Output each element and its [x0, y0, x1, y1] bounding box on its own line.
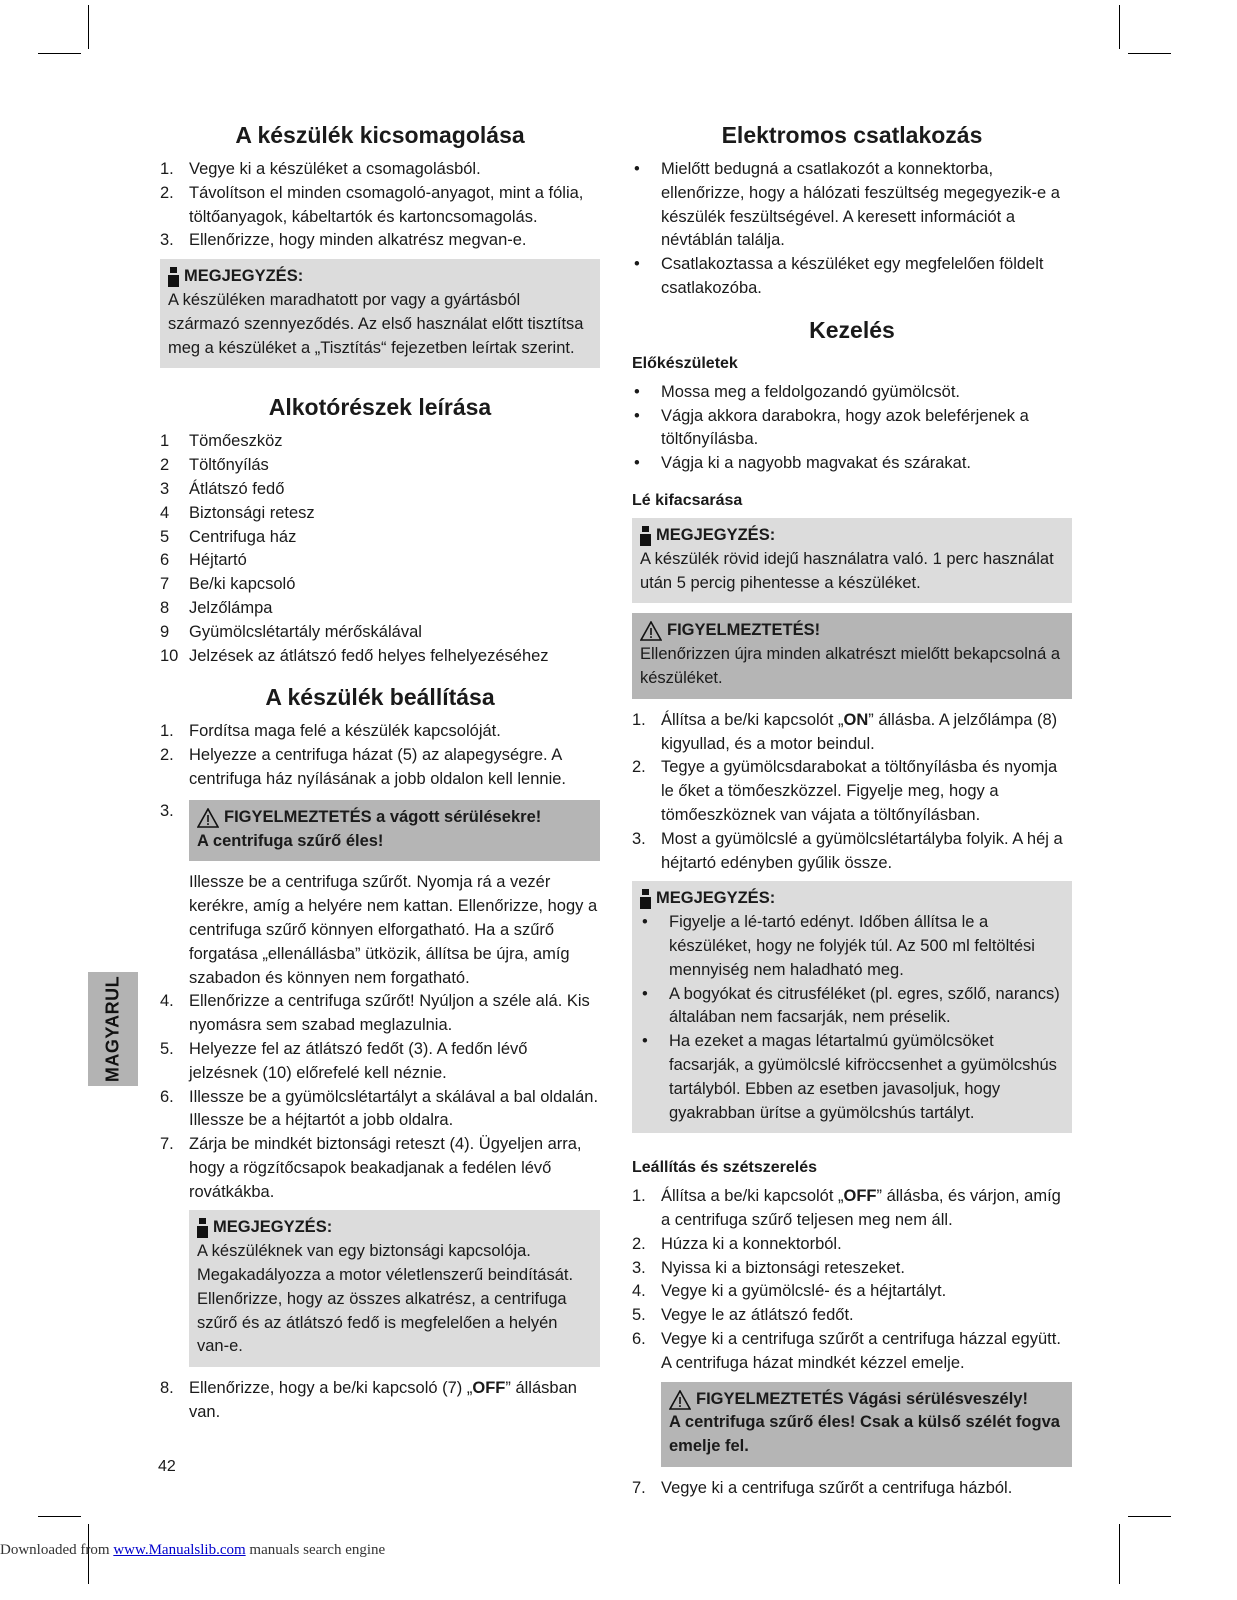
disassembly-steps: [632, 1233, 1072, 1376]
list-item-number: 3: [160, 479, 170, 498]
bullet-icon: •: [634, 406, 640, 425]
bullet-icon: •: [642, 984, 648, 1003]
list-item-number: 3.: [632, 1258, 646, 1277]
note-text: A készüléken maradhatott por vagy a gyártásból származó szennyeződés. Az első használat előtt tisztítsa meg a készüléket a „Tisztítás“ fejezetben leírtak szerint.: [168, 290, 584, 357]
list-item-number: 3.: [160, 231, 174, 250]
language-tab: [88, 972, 138, 1086]
list-item-number: 8: [160, 598, 170, 617]
bullet-text: Ha ezeket a magas létartalmú gyümölcsöket facsarják, a gyümölcslé kifröccsenhet a gyümölcshús tartályból. Ebben az esetben javasoljuk, hogy gyakrabban ürítse a gyümölcshús tartályt.: [669, 1032, 1057, 1122]
subsection-title-disassembly: Leállítás és szétszerelés: [632, 1159, 818, 1177]
section-title-operation: Kezelés: [809, 316, 895, 343]
list-item-number: 2.: [160, 746, 174, 765]
list-item: [160, 229, 600, 253]
list-item-number: 7.: [160, 1135, 174, 1154]
info-icon: [640, 889, 651, 909]
list-item-text: Centrifuga ház: [189, 527, 297, 546]
list-item: [160, 597, 600, 621]
list-item-text: Vegye le az átlátszó fedőt.: [661, 1306, 854, 1325]
list-item-number: 4.: [632, 1282, 646, 1301]
list-item-number: 6.: [632, 1330, 646, 1349]
list-item-number: 2.: [632, 758, 646, 777]
footer-link[interactable]: www.Manualslib.com: [113, 1542, 246, 1558]
bullet-text: Figyelje a lé-tartó edényt. Időben állítsa le a készüléket, hogy ne folyjék túl. Az 500 ml feltöltési mennyiség nem haladható meg.: [669, 913, 1035, 979]
list-item-number: 5: [160, 527, 170, 546]
note-box-dust: [160, 259, 600, 368]
list-item-text: Illessze be a gyümölcslétartályt a skálával a bal oldalán. Illessze be a héjtartót a jobb oldalra.: [189, 1087, 599, 1130]
info-icon: [197, 1218, 208, 1238]
list-item-number: 2: [160, 456, 170, 475]
bullet-item: [632, 381, 1072, 405]
prep-bullets: [632, 381, 1072, 476]
bullet-icon: •: [642, 1032, 648, 1051]
list-item: [632, 1304, 1072, 1328]
bullet-icon: •: [634, 382, 640, 401]
disassembly-step-1: 1. Állítsa a be/ki kapcsolót „OFF” állásba, és várjon, amíg a centrifuga szűrő teljesen meg nem áll.: [632, 1187, 1061, 1230]
list-item-number: 3.: [632, 829, 646, 848]
warning-box-filter-sharp: FIGYELMEZTETÉS Vágási sérülésveszély! A centrifuga szűrő éles! Csak a külső szélét fogva emelje fel.: [661, 1382, 1072, 1467]
bullet-icon: •: [634, 160, 640, 178]
crop-mark: [1119, 1524, 1120, 1584]
list-item: [160, 1133, 600, 1204]
list-item-text: Gyümölcslétartály mérőskálával: [189, 622, 422, 641]
note-box-juice-tips: [632, 881, 1072, 1133]
note-text: A készülék rövid idejű használatra való. 1 perc használat után 5 percig pihentesse a készüléket.: [640, 549, 1054, 592]
list-item-text: Tegye a gyümölcsdarabokat a töltőnyílásba és nyomja le őket a tömőeszközzel. Figyelje meg, hogy a tömőeszköznek van vájata a töltőnyílásban.: [661, 758, 1058, 824]
list-item: [632, 1280, 1072, 1304]
list-item-number: 1.: [160, 160, 174, 178]
info-icon: [168, 267, 179, 287]
list-item: [632, 756, 1072, 827]
bullet-item: [632, 158, 1072, 253]
note-box-usage: [632, 518, 1072, 603]
bullet-item: [640, 1030, 1064, 1125]
list-item: [160, 990, 600, 1038]
list-item-number: 5.: [160, 1039, 174, 1058]
list-item-text: Biztonsági retesz: [189, 503, 315, 522]
list-item-text: Be/ki kapcsoló: [189, 575, 296, 594]
bullet-icon: •: [642, 913, 648, 932]
subsection-title-juicing: Lé kifacsarása: [632, 491, 743, 509]
list-item: [632, 828, 1072, 876]
list-item-text: Húzza ki a konnektorból.: [661, 1234, 842, 1253]
setup-steps-b: [160, 990, 600, 1204]
bullet-item: [632, 452, 1072, 476]
bullet-icon: •: [634, 454, 640, 473]
note-text: A készüléknek van egy biztonsági kapcsolója. Megakadályozza a motor véletlenszerű beindítását. Ellenőrizze, hogy az összes alkatrész, a centrifuga szűrő és az átlátszó fedő is megfelelően a helyén van-e.: [197, 1242, 574, 1356]
list-item: [632, 1328, 1072, 1376]
list-item-number: 4.: [160, 992, 174, 1011]
warning-title: FIGYELMEZTETÉS a vágott sérülésekre!: [224, 807, 542, 826]
list-item: [160, 1038, 600, 1086]
list-item-number: 6.: [160, 1087, 174, 1106]
list-item-number: 10: [160, 646, 179, 665]
subsection-title-prep: Előkészületek: [632, 354, 738, 372]
list-item-number: 5.: [632, 1306, 646, 1325]
list-item-number: 1.: [160, 722, 174, 741]
right-column: [632, 120, 1072, 1501]
warning-title: FIGYELMEZTETÉS!: [667, 621, 821, 640]
language-tab-label: MAGYARUL: [102, 975, 123, 1083]
note-title: MEGJEGYZÉS:: [656, 889, 776, 908]
list-item: [160, 526, 600, 550]
section-title-unpacking: A készülék kicsomagolása: [235, 122, 525, 148]
footer-suffix: manuals search engine: [245, 1542, 386, 1558]
section-title-setup: A készülék beállítása: [265, 684, 495, 711]
bullet-text: Mielőtt bedugná a csatlakozót a konnektorba, ellenőrizze, hogy a hálózati feszültség megegyezik-e a készülék feszültségével. A keresett információt a névtáblán találja.: [661, 160, 1060, 250]
list-item-number: 4: [160, 503, 170, 522]
list-item-text: Ellenőrizze a centrifuga szűrőt! Nyúljon a széle alá. Kis nyomásra sem szabad meglazulnia.: [189, 992, 590, 1035]
list-item-text: Nyissa ki a biztonsági reteszeket.: [661, 1258, 905, 1277]
list-item-text: Távolítson el minden csomagoló-anyagot, mint a fólia, töltőanyagok, kábeltartók és kartoncsomagolás.: [189, 183, 584, 226]
list-item: [160, 502, 600, 526]
list-item-text: Jelzőlámpa: [189, 598, 273, 617]
list-item: [160, 621, 600, 645]
crop-mark: [1128, 53, 1171, 54]
list-item-text: Jelzések az átlátszó fedő helyes felhelyezéséhez: [189, 646, 549, 665]
list-item-text: Zárja be mindkét biztonsági reteszt (4). Ügyeljen arra, hogy a rögzítőcsapok beakadjanak a fedélen lévő rovátkákba.: [189, 1135, 582, 1201]
bullet-text: Mossa meg a feldolgozandó gyümölcsöt.: [661, 382, 960, 401]
warning-triangle-icon: [669, 1390, 691, 1410]
list-item-text: Helyezze fel az átlátszó fedőt (3). A fedőn lévő jelzésnek (10) előrefelé kell néznie.: [189, 1039, 528, 1082]
note-box-safety-switch: [189, 1210, 600, 1367]
list-item: [160, 744, 600, 792]
parts-list: [160, 430, 600, 668]
setup-step-8: 8. Ellenőrizze, hogy a be/ki kapcsoló (7) „OFF” állásban van.: [160, 1379, 577, 1422]
list-item: [160, 720, 600, 744]
list-item-number: 7: [160, 575, 170, 594]
list-item-text: Most a gyümölcslé a gyümölcslétartályba folyik. A héj a héjtartó edényben gyűlik össze.: [661, 829, 1063, 872]
warning-box-cut: [189, 800, 600, 862]
note-bullets: [640, 911, 1064, 1125]
crop-mark: [1119, 5, 1120, 49]
unpacking-steps: [160, 158, 600, 253]
page-number: 42: [158, 1458, 176, 1475]
setup-steps-a: [160, 720, 600, 791]
list-item-number: 1: [160, 432, 170, 451]
crop-mark: [38, 53, 81, 54]
list-item-number: 2.: [632, 1234, 646, 1253]
list-item: [160, 430, 600, 454]
list-item-text: Vegye ki a készüléket a csomagolásból.: [189, 160, 481, 178]
list-item: [160, 1086, 600, 1134]
footer: [0, 1542, 385, 1559]
list-item: [160, 549, 600, 573]
left-column: [160, 120, 600, 1425]
note-title: MEGJEGYZÉS:: [213, 1218, 333, 1237]
footer-prefix: Downloaded from: [0, 1542, 114, 1558]
crop-mark: [88, 5, 89, 49]
juice-steps: [632, 756, 1072, 875]
crop-mark: [38, 1516, 81, 1517]
list-item-text: Átlátszó fedő: [189, 479, 285, 498]
bullet-text: Csatlakoztassa a készüléket egy megfelelően földelt csatlakozóba.: [661, 255, 1044, 297]
electrical-bullets: [632, 158, 1072, 301]
list-item-number: 6: [160, 551, 170, 570]
note-title: MEGJEGYZÉS:: [184, 267, 304, 286]
bullet-item: [640, 983, 1064, 1031]
bullet-text: Vágja akkora darabokra, hogy azok beleférjenek a töltőnyílásba.: [661, 406, 1029, 449]
bullet-text: Vágja ki a nagyobb magvakat és szárakat.: [661, 454, 972, 473]
list-item: [160, 158, 600, 182]
bullet-icon: •: [634, 255, 640, 274]
list-item: [632, 1233, 1072, 1257]
bullet-item: [632, 253, 1072, 301]
list-item-text: Tömőeszköz: [189, 432, 283, 451]
section-title-parts: Alkotórészek leírása: [268, 394, 492, 421]
list-item-number: 9: [160, 622, 170, 641]
warning-text: Ellenőrizzen újra minden alkatrészt mielőtt bekapcsolná a készüléket.: [640, 645, 1061, 687]
list-item-text: Vegye ki a gyümölcslé- és a héjtartályt.: [661, 1282, 947, 1301]
list-item: [160, 182, 600, 230]
bullet-item: [640, 911, 1064, 982]
list-item-number: 2.: [160, 183, 174, 202]
list-item: [632, 1257, 1072, 1281]
warning-title: FIGYELMEZTETÉS: [696, 1389, 844, 1408]
bullet-text: A bogyókat és citrusféléket (pl. egres, szőlő, narancs) általában nem facsarják, nem préselik.: [669, 984, 1060, 1027]
list-item: [160, 478, 600, 502]
warning-text: A centrifuga szűrő éles!: [197, 831, 384, 850]
crop-mark: [1128, 1516, 1171, 1517]
list-item-text: Vegye ki a centrifuga szűrőt a centrifuga házzal együtt. A centrifuga házat mindkét kézzel emelje.: [661, 1330, 1061, 1372]
note-title: MEGJEGYZÉS:: [656, 525, 776, 544]
list-item-text: Ellenőrizze, hogy minden alkatrész megvan-e.: [189, 231, 527, 250]
list-item-text: Héjtartó: [189, 551, 247, 570]
bullet-item: [632, 405, 1072, 453]
disassembly-step-7: 7. Vegye ki a centrifuga szűrőt a centrifuga házból.: [632, 1479, 1013, 1498]
list-item-text: Helyezze a centrifuga házat (5) az alapegységre. A centrifuga ház nyílásának a jobb oldalon kell lennie.: [189, 746, 567, 788]
warning-triangle-icon: [197, 808, 219, 828]
setup-step-3: 3. FIGYELMEZTETÉS a vágott sérülésekre! A centrifuga szűrő éles! Illessze be a centrifuga szűrőt. Nyomja rá a vezér kerékre, amíg a helyére nem kattan. Ellenőrizze, hogy a centrifuga szűrő könnyen elforgatható. Ha a szűrő forgatása „ellenállásba” ütközik, állítsa be újra, amíg szabadon és könnyen nem forgatható.: [160, 800, 600, 991]
warning-text: A centrifuga szűrő éles! Csak a külső szélét fogva emelje fel.: [669, 1413, 1060, 1456]
warning-triangle-icon: [640, 621, 662, 641]
info-icon: [640, 526, 651, 546]
list-item: [160, 573, 600, 597]
list-item: [160, 454, 600, 478]
list-item: [160, 645, 600, 669]
juice-step-1: 1. Állítsa a be/ki kapcsolót „ON” állásba. A jelzőlámpa (8) kigyullad, és a motor beindul.: [632, 710, 1058, 753]
section-title-electrical: Elektromos csatlakozás: [721, 122, 983, 148]
list-item-text: Töltőnyílás: [189, 456, 269, 475]
setup-step-3-text: Illessze be a centrifuga szűrőt. Nyomja rá a vezér kerékre, amíg a helyére nem kattan. Ellenőrizze, hogy a centrifuga szűrő könnyen elforgatható. Ha a szűrő forgatása „ellenállásba” ütközik, állítsa be újra, amíg szabadon és könnyen nem forgatható.: [189, 873, 598, 987]
warning-box-check: [632, 613, 1072, 698]
list-item-text: Fordítsa maga felé a készülék kapcsolóját.: [189, 722, 501, 741]
